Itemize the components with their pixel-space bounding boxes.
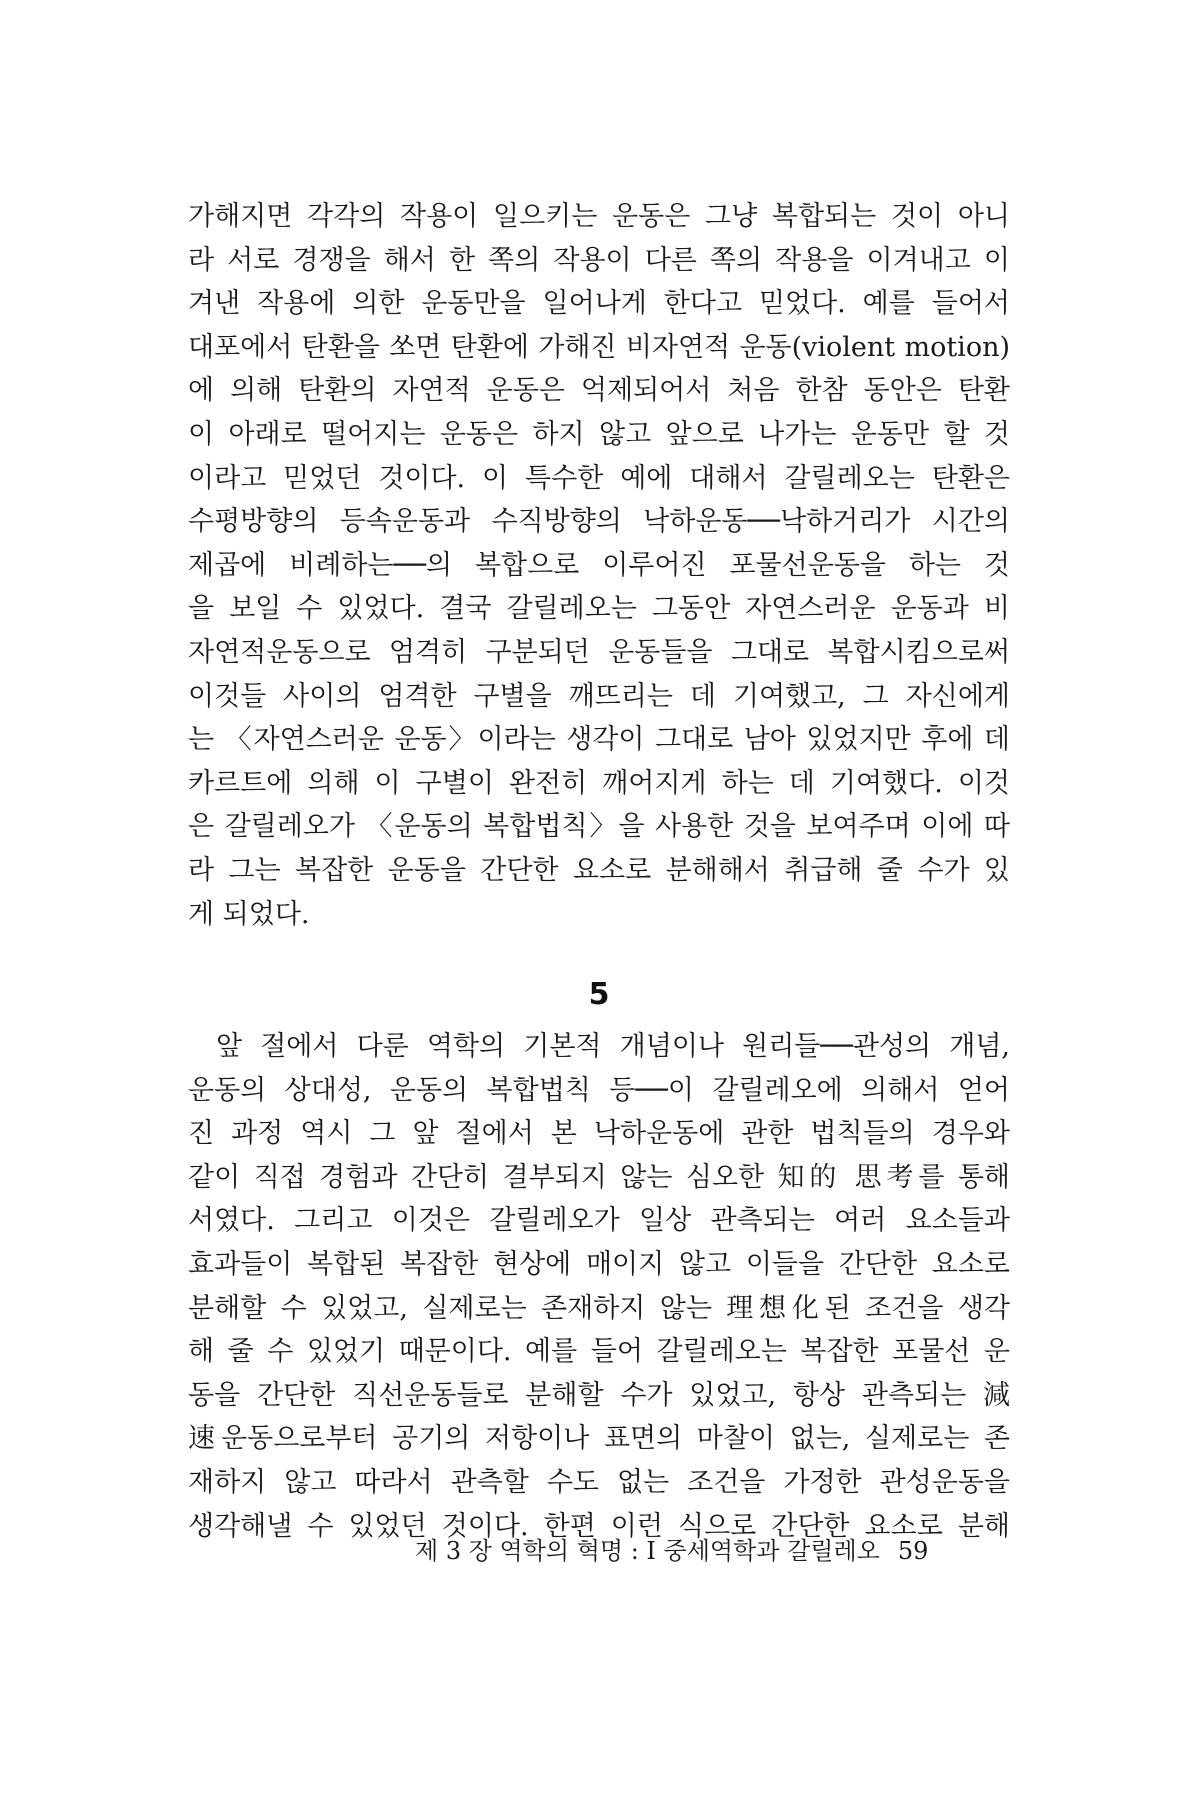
text-line: 는 〈자연스러운 운동〉이라는 생각이 그대로 남아 있었지만 후에 데 — [188, 724, 1010, 756]
text-line: 운동의 상대성, 운동의 복합법칙 등──이 갈릴레오에 의해서 얻어 — [188, 1074, 1010, 1106]
text-line: 겨낸 작용에 의한 운동만을 일어나게 한다고 믿었다. 예를 들어서 — [188, 288, 1010, 320]
paragraph-1 — [188, 195, 1010, 936]
text-line: 이 아래로 떨어지는 운동은 하지 않고 앞으로 나가는 운동만 할 것 — [188, 418, 1010, 450]
text-line: 라 그는 복잡한 운동을 간단한 요소로 분해해서 취급해 줄 수가 있 — [188, 854, 1010, 886]
text-line: 진 과정 역시 그 앞 절에서 본 낙하운동에 관한 법칙들의 경우와 — [188, 1118, 1010, 1150]
text-line: 생각해낼 수 있었던 것이다. 한편 이런 식으로 간단한 요소로 분해 — [188, 1510, 1010, 1542]
text-line: 이라고 믿었던 것이다. 이 특수한 예에 대해서 갈릴레오는 탄환은 — [188, 462, 1010, 494]
text-line: 라 서로 경쟁을 해서 한 쪽의 작용이 다른 쪽의 작용을 이겨내고 이 — [188, 244, 1010, 276]
text-line: 을 보일 수 있었다. 결국 갈릴레오는 그동안 자연스러운 운동과 비 — [188, 593, 1010, 625]
text-line: 에 의해 탄환의 자연적 운동은 억제되어서 처음 한참 동안은 탄환 — [188, 375, 1010, 407]
section-number: 5 — [588, 977, 610, 1012]
page-footer — [415, 1531, 928, 1566]
text-line: 제곱에 비례하는──의 복합으로 이루어진 포물선운동을 하는 것 — [188, 549, 1010, 581]
text-line: 은 갈릴레오가 〈운동의 복합법칙〉을 사용한 것을 보여주며 이에 따 — [188, 811, 1010, 843]
text-line: 速운동으로부터 공기의 저항이나 표면의 마찰이 없는, 실제로는 존 — [188, 1423, 1010, 1455]
text-line: 대포에서 탄환을 쏘면 탄환에 가해진 비자연적 운동(violent motion) — [188, 331, 1010, 363]
text-line: 서였다. 그리고 이것은 갈릴레오가 일상 관측되는 여러 요소들과 — [188, 1205, 1010, 1237]
text-line: 분해할 수 있었고, 실제로는 존재하지 않는 理想化된 조건을 생각 — [188, 1292, 1010, 1324]
text-line: 재하지 않고 따라서 관측할 수도 없는 조건을 가정한 관성운동을 — [188, 1466, 1010, 1498]
page-number: 59 — [897, 1537, 929, 1565]
page-body — [188, 195, 1010, 1542]
text-line: 수평방향의 등속운동과 수직방향의 낙하운동──낙하거리가 시간의 — [188, 506, 1010, 538]
text-line: 이것들 사이의 엄격한 구별을 깨뜨리는 데 기여했고, 그 자신에게 — [188, 680, 1010, 712]
text-line: 앞 절에서 다룬 역학의 기본적 개념이나 원리들──관성의 개념, — [216, 1031, 1010, 1062]
paragraph-2 — [188, 1025, 1010, 1548]
text-line: 같이 직접 경험과 간단히 결부되지 않는 심오한 知的 思考를 통해 — [188, 1161, 1010, 1193]
text-line: 효과들이 복합된 복잡한 현상에 매이지 않고 이들을 간단한 요소로 — [188, 1248, 1010, 1280]
text-line: 자연적운동으로 엄격히 구분되던 운동들을 그대로 복합시킴으로써 — [188, 636, 1010, 668]
text-line: 게 되었다. — [188, 898, 310, 930]
running-footer-chapter: 제 3 장 역학의 혁명 : I 중세역학과 갈릴레오 — [415, 1537, 880, 1565]
text-line: 해 줄 수 있었기 때문이다. 예를 들어 갈릴레오는 복잡한 포물선 운 — [188, 1336, 1010, 1368]
text-line: 카르트에 의해 이 구별이 완전히 깨어지게 하는 데 기여했다. 이것 — [188, 767, 1010, 799]
text-line: 가해지면 각각의 작용이 일으키는 운동은 그냥 복합되는 것이 아니 — [188, 201, 1010, 232]
text-line: 동을 간단한 직선운동들로 분해할 수가 있었고, 항상 관측되는 減 — [188, 1379, 1010, 1411]
